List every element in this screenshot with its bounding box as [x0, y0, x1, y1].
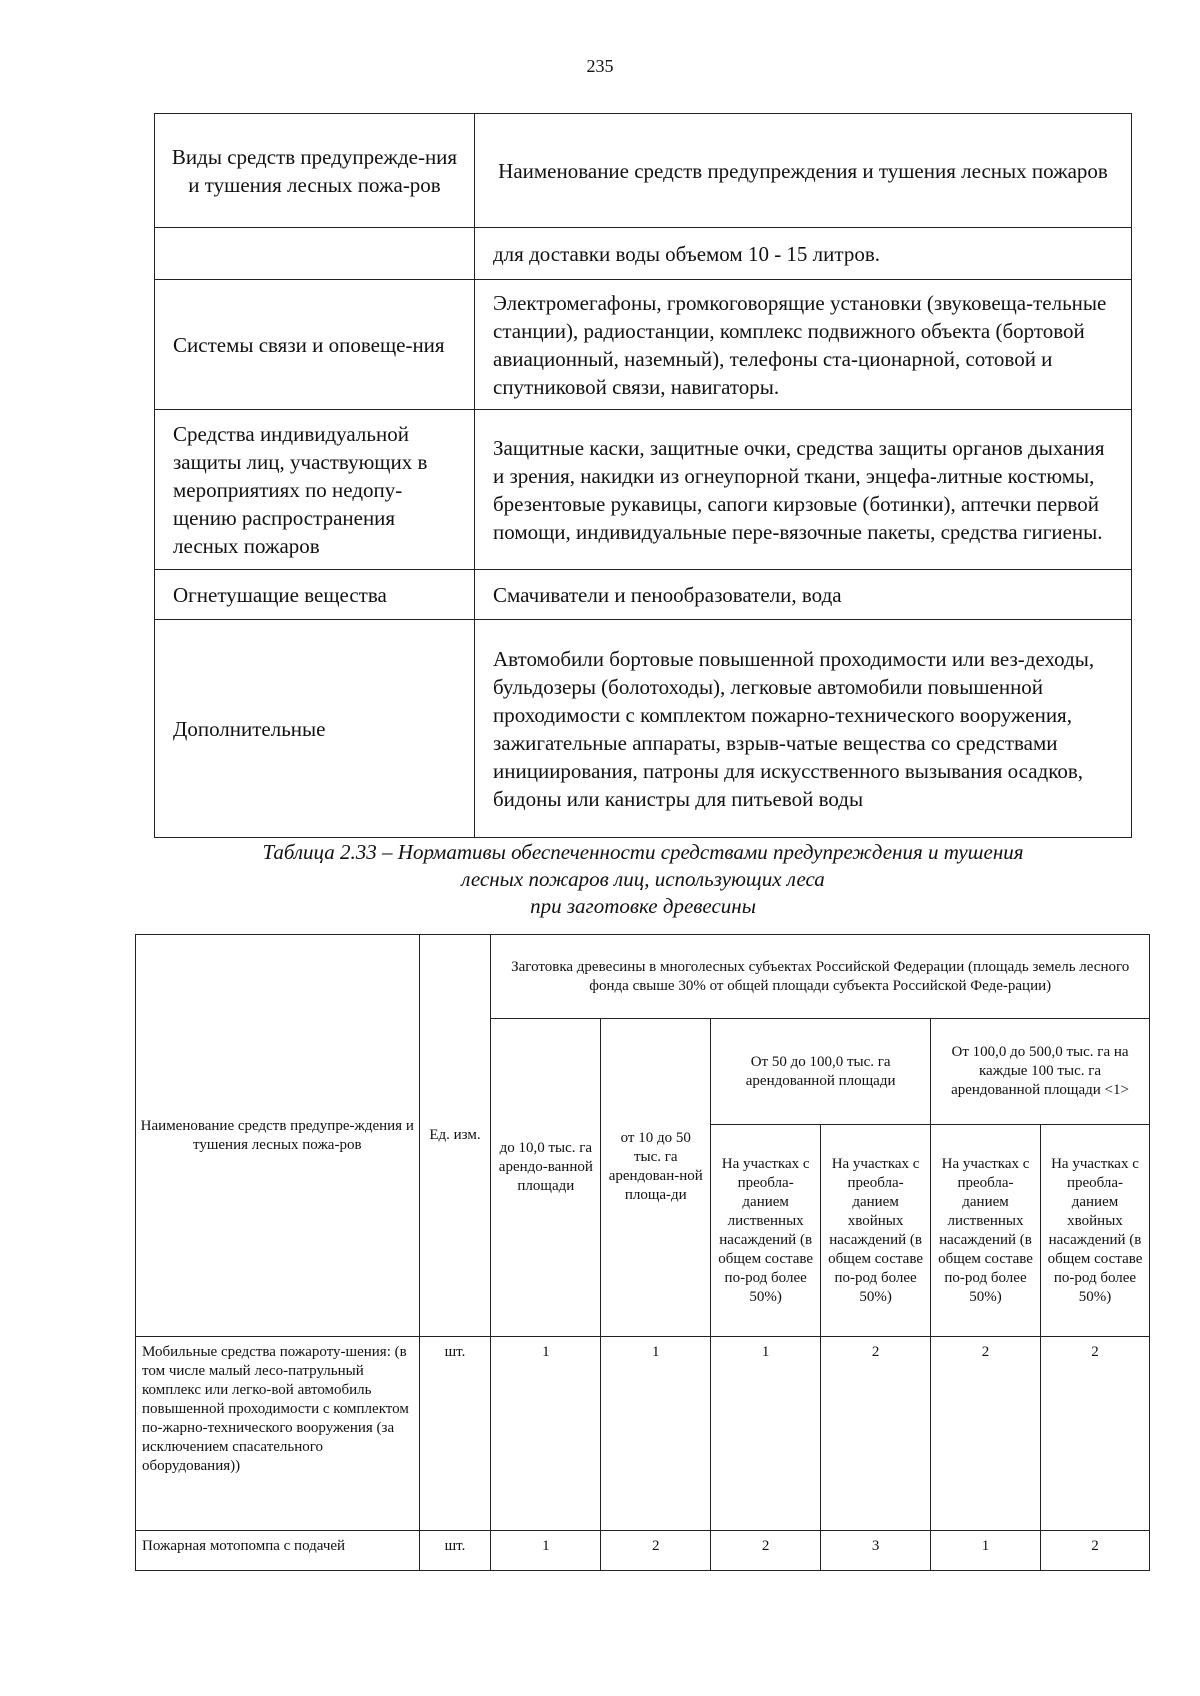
- value-cell: 1: [491, 1337, 601, 1531]
- column-header-50to100: От 50 до 100,0 тыс. га арендованной площади: [711, 1019, 931, 1125]
- column-header-deciduous: На участках с преобла-данием лиственных насаждений (в общем составе по-род более 50%): [931, 1125, 1041, 1337]
- caption-line: Таблица 2.33 – Нормативы обеспеченности средствами предупреждения и тушения: [262, 840, 1024, 864]
- value-cell: 1: [711, 1337, 821, 1531]
- equipment-type-cell: Дополнительные: [155, 620, 475, 838]
- table-row: [136, 1531, 1150, 1571]
- equipment-names-cell: Электромегафоны, громкоговорящие установки (звуковеща-тельные станции), радиостанции, комплекс подвижного объекта (бортовой авиационный, наземный), телефоны ста-ционарной, сотовой и спутниковой связи, навигаторы.: [475, 280, 1132, 410]
- equipment-names-cell: для доставки воды объемом 10 - 15 литров.: [475, 228, 1132, 280]
- caption-line: при заготовке древесины: [530, 894, 756, 918]
- column-header-names: Наименование средств предупреждения и тушения лесных пожаров: [475, 114, 1132, 228]
- column-header-name: Наименование средств предупре-ждения и тушения лесных пожа-ров: [136, 935, 420, 1337]
- table-row: [136, 1337, 1150, 1531]
- table-row: [155, 410, 1132, 570]
- value-cell: 2: [931, 1337, 1041, 1531]
- table-row: [155, 570, 1132, 620]
- column-header-unit: Ед. изм.: [419, 935, 491, 1337]
- column-header-100to500: От 100,0 до 500,0 тыс. га на каждые 100 тыс. га арендованной площади <1>: [931, 1019, 1150, 1125]
- column-header-type: Виды средств предупрежде-ния и тушения лесных пожа-ров: [155, 114, 475, 228]
- table-row: [155, 620, 1132, 838]
- unit-cell: шт.: [419, 1337, 491, 1531]
- equipment-type-cell: Средства индивидуальной защиты лиц, участвующих в мероприятиях по недопу-щению распространения лесных пожаров: [155, 410, 475, 570]
- value-cell: 1: [601, 1337, 711, 1531]
- column-header-deciduous: На участках с преобла-данием лиственных насаждений (в общем составе по-род более 50%): [711, 1125, 821, 1337]
- equipment-type-cell: Системы связи и оповеще-ния: [155, 280, 475, 410]
- unit-cell: шт.: [419, 1531, 491, 1571]
- column-header-10to50: от 10 до 50 тыс. га арендован-ной площа-ди: [601, 1019, 711, 1337]
- value-cell: 1: [931, 1531, 1041, 1571]
- equipment-names-cell: Автомобили бортовые повышенной проходимости или вез-деходы, бульдозеры (болотоходы), легковые автомобили повышенной проходимости с комплектом пожарно-технического вооружения, зажигательные аппараты, взрыв-чатые вещества со средствами инициирования, патроны для искусственного вызывания осадков, бидоны или канистры для питьевой воды: [475, 620, 1132, 838]
- supply-norms-table: [135, 934, 1150, 1571]
- value-cell: 3: [821, 1531, 931, 1571]
- value-cell: 2: [821, 1337, 931, 1531]
- column-header-group: Заготовка древесины в многолесных субъектах Российской Федерации (площадь земель лесного фонда свыше 30% от общей площади субъекта Российской Феде-рации): [491, 935, 1150, 1019]
- value-cell: 2: [1040, 1531, 1149, 1571]
- caption-line: лесных пожаров лиц, использующих леса: [461, 867, 825, 891]
- column-header-conifer: На участках с преобла-данием хвойных насаждений (в общем составе по-род более 50%): [1040, 1125, 1149, 1337]
- column-header-conifer: На участках с преобла-данием хвойных насаждений (в общем составе по-род более 50%): [821, 1125, 931, 1337]
- equipment-type-cell: [155, 228, 475, 280]
- value-cell: 1: [491, 1531, 601, 1571]
- equipment-names-cell: Защитные каски, защитные очки, средства защиты органов дыхания и зрения, накидки из огнеупорной ткани, энцефа-литные костюмы, брезентовые рукавицы, сапоги кирзовые (ботинки), аптечки первой помощи, индивидуальные пере-вязочные пакеты, средства гигиены.: [475, 410, 1132, 570]
- item-name-cell: Пожарная мотопомпа с подачей: [136, 1531, 420, 1571]
- value-cell: 2: [711, 1531, 821, 1571]
- table-header-row: [155, 114, 1132, 228]
- table-row: [155, 228, 1132, 280]
- equipment-type-cell: Огнетушащие вещества: [155, 570, 475, 620]
- fire-equipment-types-table: [154, 113, 1132, 838]
- item-name-cell: Мобильные средства пожароту-шения: (в том числе малый лесо-патрульный комплекс или легко-вой автомобиль повышенной проходимости с комплектом по-жарно-технического вооружения (за исключением спасательного оборудования)): [136, 1337, 420, 1531]
- column-header-upto10: до 10,0 тыс. га арендо-ванной площади: [491, 1019, 601, 1337]
- equipment-names-cell: Смачиватели и пенообразователи, вода: [475, 570, 1132, 620]
- table-row: [155, 280, 1132, 410]
- page-number: 235: [586, 56, 614, 76]
- value-cell: 2: [601, 1531, 711, 1571]
- table-header-row: [136, 935, 1150, 1019]
- value-cell: 2: [1040, 1337, 1149, 1531]
- table-caption: [154, 839, 1132, 920]
